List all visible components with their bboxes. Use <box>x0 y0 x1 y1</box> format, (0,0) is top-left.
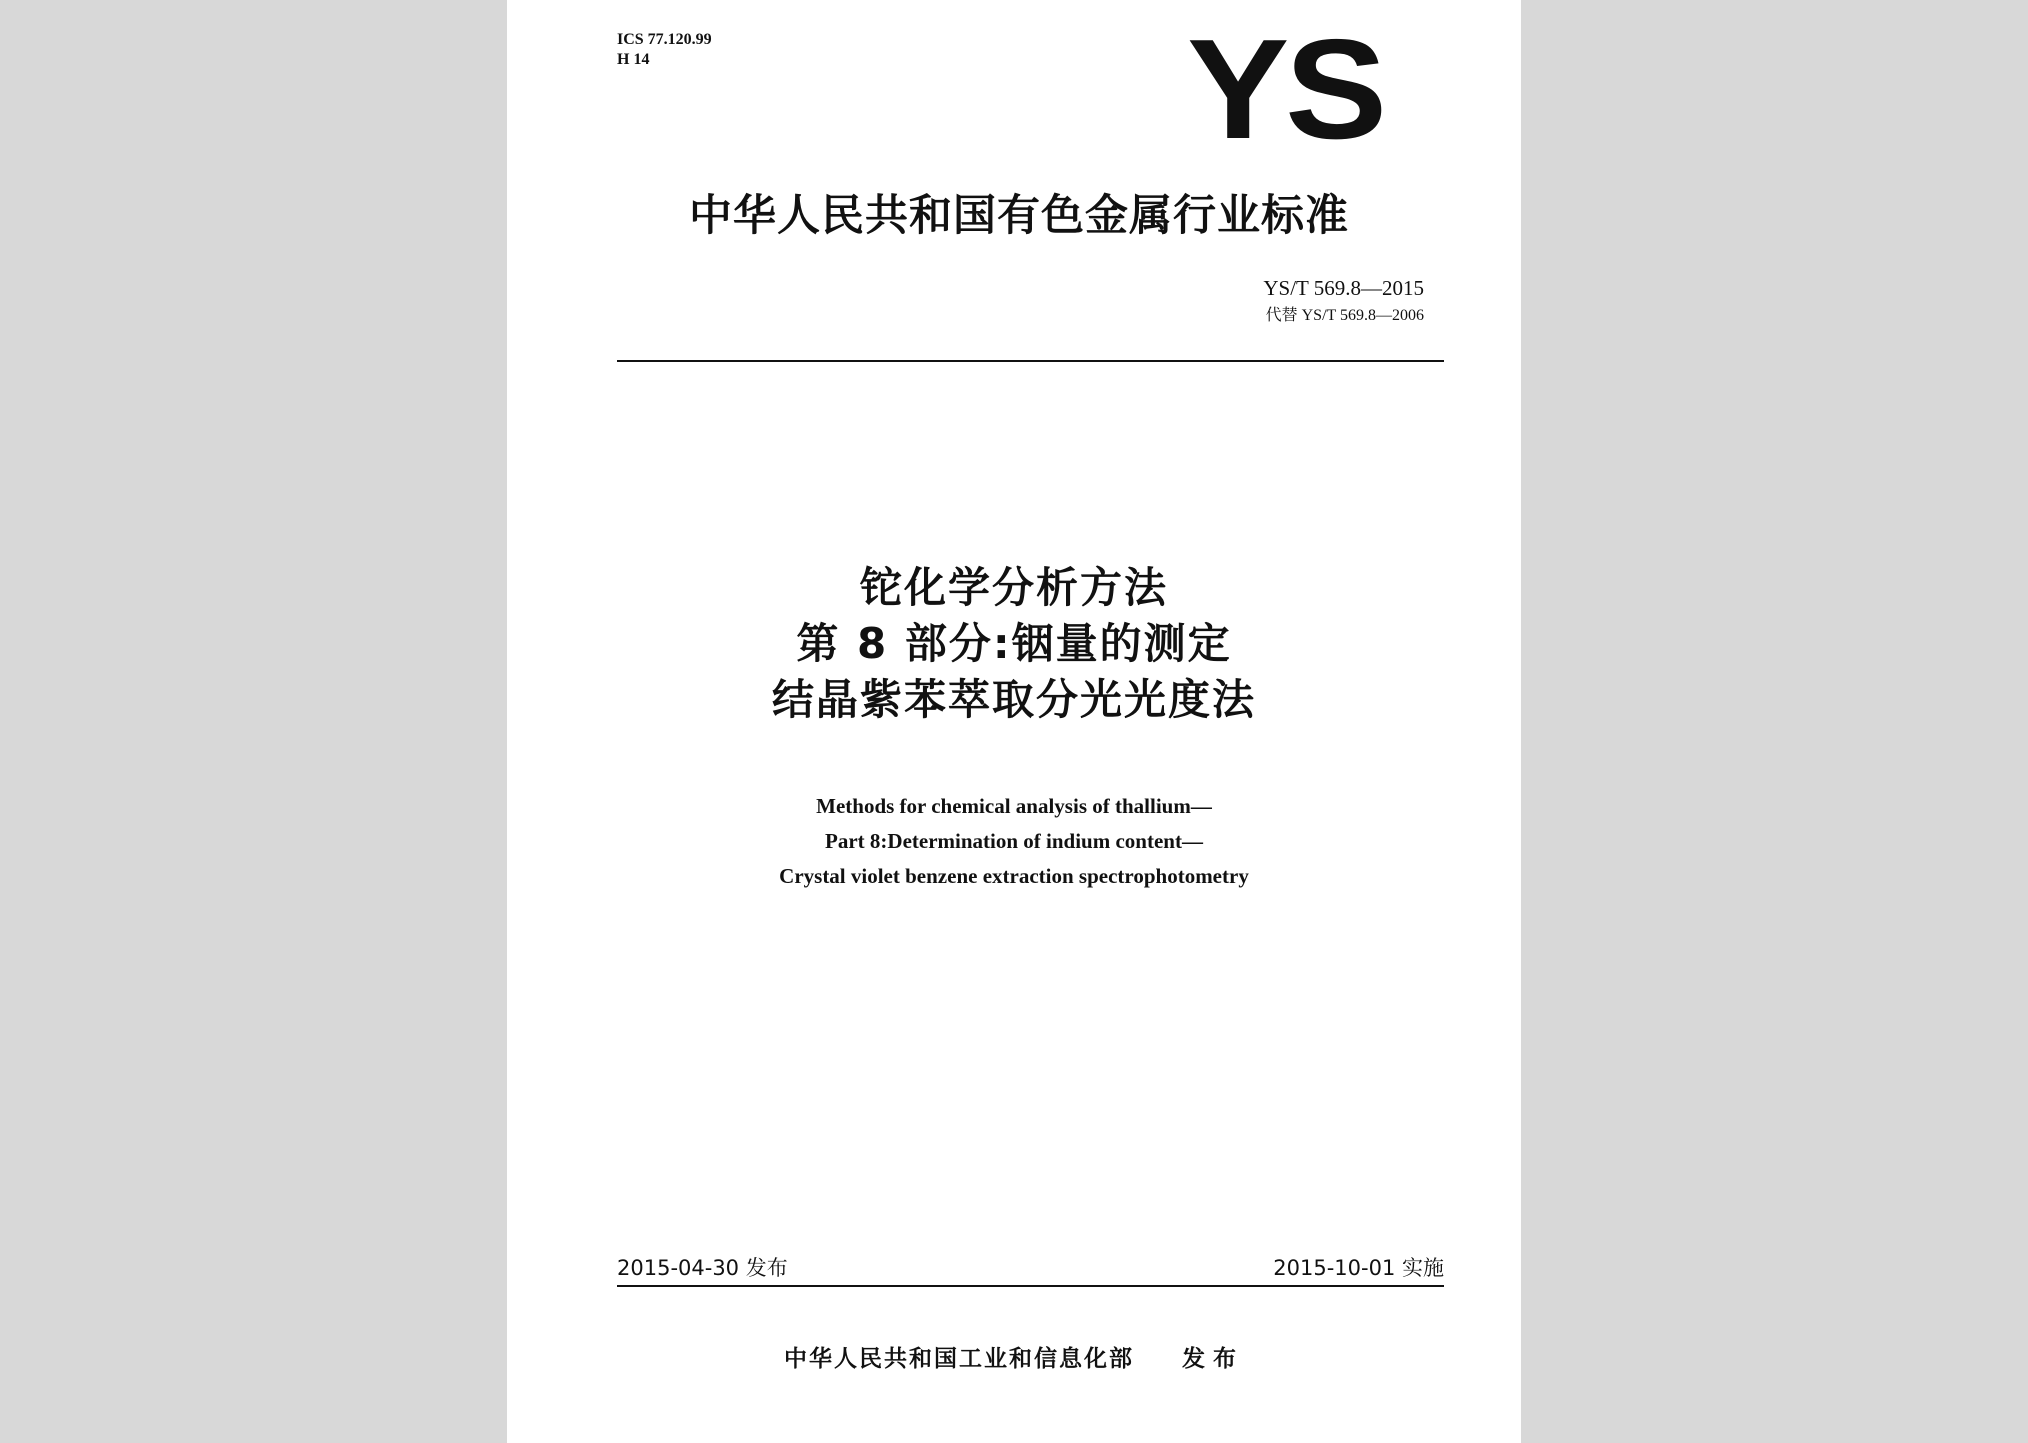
ccs-code: H 14 <box>617 51 650 68</box>
standard-category-title: 中华人民共和国有色金属行业标准 <box>689 191 1349 241</box>
publisher <box>507 1340 1521 1373</box>
classification-codes <box>617 30 712 70</box>
chinese-title-line-2: 第 8 部分:铟量的测定 <box>796 619 1232 668</box>
standard-number: YS/T 569.8—2015 <box>1263 276 1424 300</box>
replaces-standard: 代替 YS/T 569.8—2006 <box>1265 307 1424 324</box>
header-divider <box>617 360 1444 362</box>
ys-logo: YS <box>1187 10 1383 169</box>
chinese-title <box>507 560 1521 728</box>
chinese-title-line-3: 结晶紫苯萃取分光光度法 <box>771 675 1256 724</box>
document-page <box>507 0 1521 1443</box>
publisher-issue-word: 发布 <box>1182 1346 1244 1372</box>
publisher-name: 中华人民共和国工业和信息化部 <box>784 1346 1134 1372</box>
implementation-date: 2015-10-01 实施 <box>1273 1256 1444 1280</box>
issue-date: 2015-04-30 发布 <box>617 1256 788 1280</box>
english-title-line-3: Crystal violet benzene extraction spectrophotometry <box>779 864 1249 888</box>
english-title-line-1: Methods for chemical analysis of thallium— <box>816 794 1212 818</box>
footer-divider <box>617 1285 1444 1287</box>
chinese-title-line-1: 铊化学分析方法 <box>859 563 1168 612</box>
english-title-line-2: Part 8:Determination of indium content— <box>825 829 1203 853</box>
ics-code: ICS 77.120.99 <box>617 31 712 48</box>
english-title <box>507 789 1521 894</box>
